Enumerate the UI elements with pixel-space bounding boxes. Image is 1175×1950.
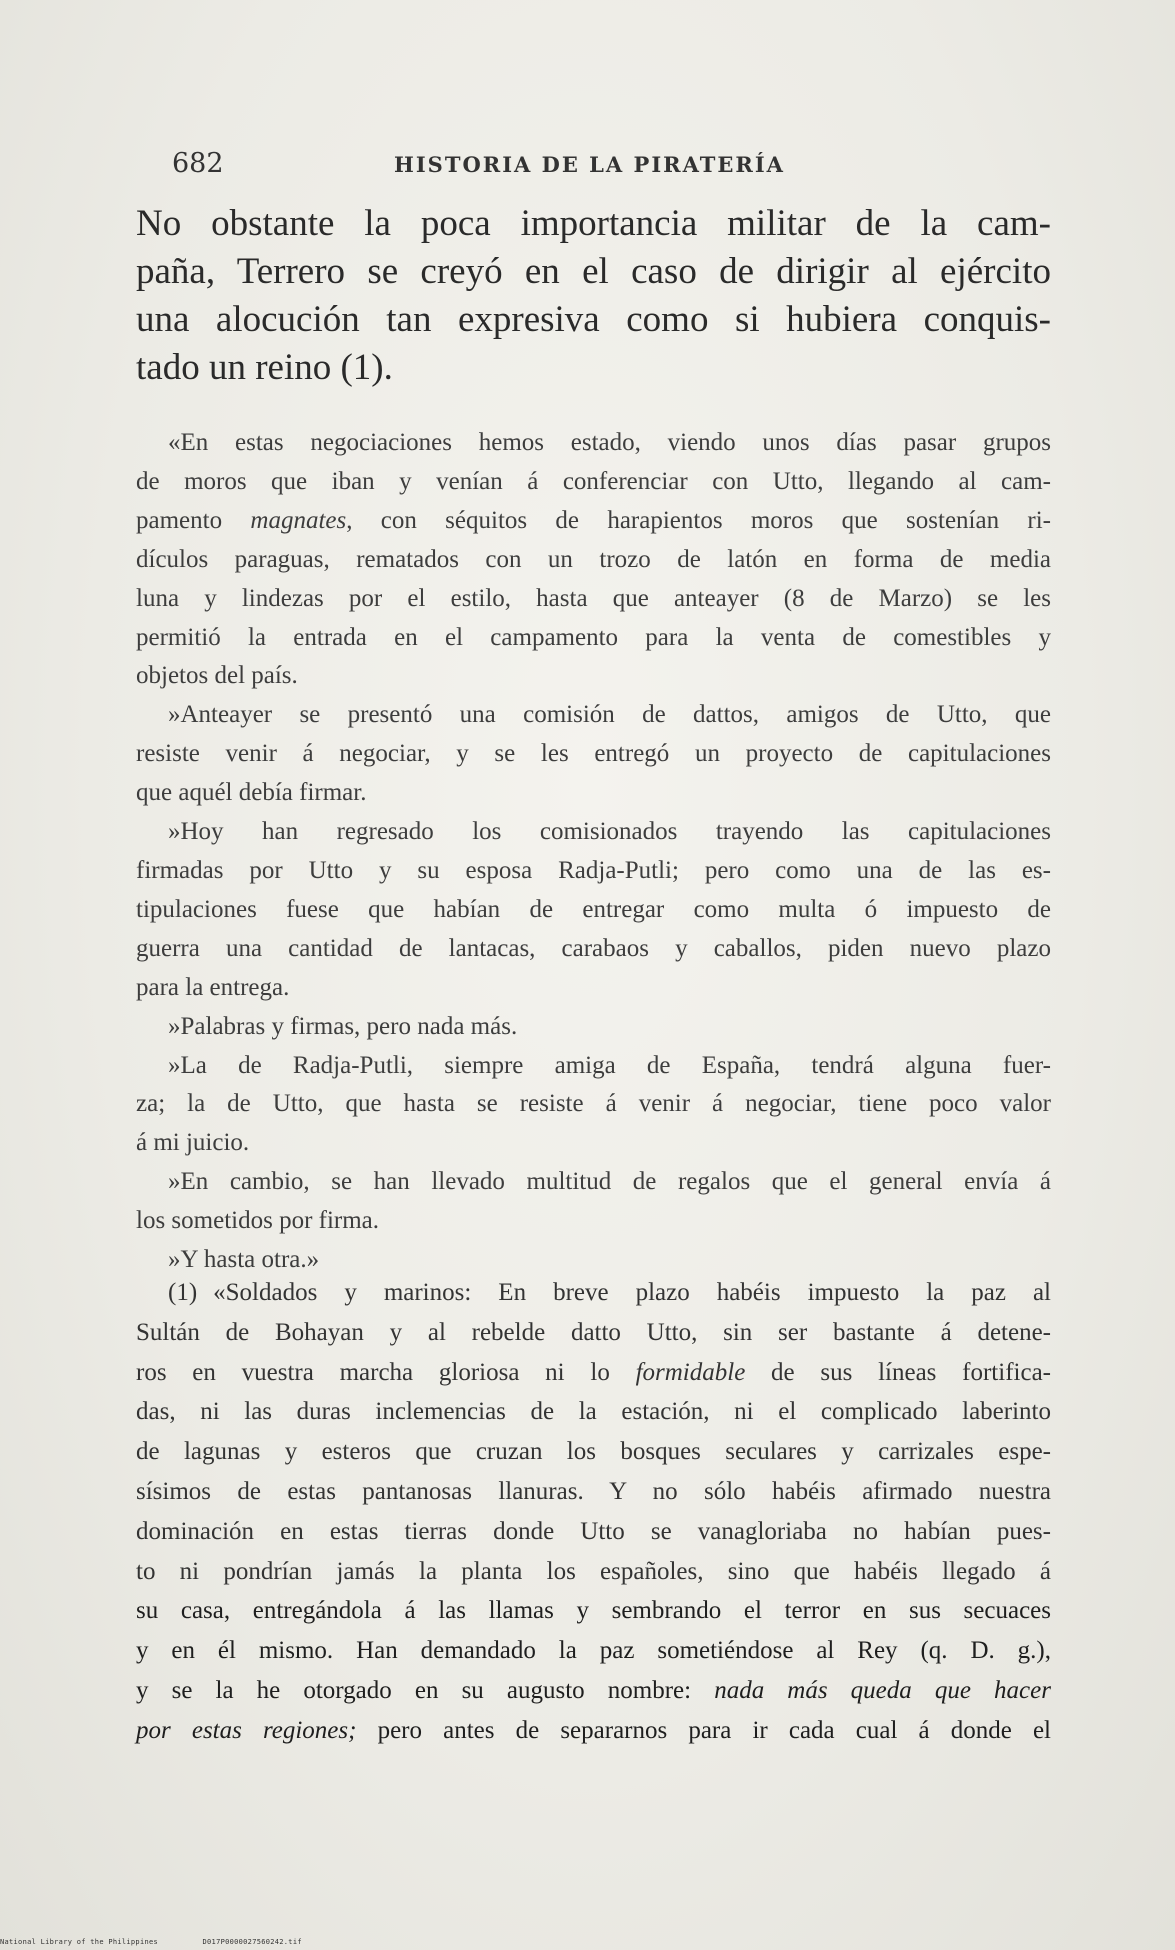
quote-line: »Palabras y firmas, pero nada más. — [168, 1012, 518, 1040]
footnote-line: ros en vuestra marcha gloriosa ni lo formidable de sus líneas fortifica- — [136, 1358, 1051, 1386]
italic-term: magnates — [250, 506, 347, 534]
italic-phrase: por estas regiones; — [136, 1716, 357, 1744]
footnote-line: to ni pondrían jamás la planta los españoles, sino que habéis llegado á — [136, 1557, 1051, 1585]
page-number: 682 — [172, 148, 224, 179]
quote-line: objetos del país. — [136, 662, 298, 690]
quote-line: »La de Radja-Putli, siempre amiga de España, tendrá alguna fuer- — [168, 1051, 1051, 1079]
italic-phrase: nada más queda que hacer — [714, 1676, 1051, 1704]
italic-term: formidable — [635, 1358, 746, 1386]
quote-line: luna y lindezas por el estilo, hasta que anteayer (8 de Marzo) se les — [136, 584, 1051, 612]
footnote-line: su casa, entregándola á las llamas y sembrando el terror en sus secuaces — [136, 1597, 1051, 1625]
page-header — [172, 148, 1052, 184]
intro-line: paña, Terrero se creyó en el caso de dirigir al ejército — [136, 251, 1051, 292]
quote-line: »En cambio, se han llevado multitud de regalos que el general envía á — [168, 1168, 1051, 1196]
quote-line: «En estas negociaciones hemos estado, viendo unos días pasar grupos — [168, 429, 1051, 456]
quote-line: los sometidos por firma. — [136, 1207, 380, 1235]
footnote-line: y en él mismo. Han demandado la paz sometiéndose al Rey (q. D. g.), — [136, 1637, 1051, 1665]
running-title: HISTORIA DE LA PIRATERÍA — [394, 152, 785, 177]
quote-line: permitió la entrada en el campamento para la venta de comestibles y — [136, 623, 1051, 651]
intro-line: una alocución tan expresiva como si hubiera conquis- — [136, 299, 1051, 340]
intro-line: No obstante la poca importancia militar de la cam- — [136, 203, 1051, 244]
quote-line: para la entrega. — [136, 973, 290, 1001]
quote-line: de moros que iban y venían á conferenciar con Utto, llegando al cam- — [136, 467, 1051, 495]
footnote-line: dominación en estas tierras donde Utto se vanagloriaba no habían pues- — [136, 1517, 1051, 1545]
footnote-line: Sultán de Bohayan y al rebelde datto Utto, sin ser bastante á detene- — [136, 1318, 1051, 1346]
intro-paragraph — [136, 200, 1051, 392]
quote-line: za; la de Utto, que hasta se resiste á venir á negociar, tiene poco valor — [136, 1090, 1051, 1118]
footnote-line: de lagunas y esteros que cruzan los bosques seculares y carrizales espe- — [136, 1438, 1051, 1466]
footnote-line: das, ni las duras inclemencias de la estación, ni el complicado laberinto — [136, 1398, 1051, 1426]
scan-imprint — [0, 1938, 1175, 1946]
footnote — [136, 1273, 1051, 1751]
quote-line: tipulaciones fuese que habían de entregar como multa ó impuesto de — [136, 895, 1051, 923]
footnote-line: sísimos de estas pantanosas llanuras. Y no sólo habéis afirmado nuestra — [136, 1477, 1051, 1505]
quote-line: »Hoy han regresado los comisionados trayendo las capitulaciones — [168, 818, 1051, 846]
intro-line: tado un reino (1). — [136, 347, 393, 388]
quote-line: resiste venir á negociar, y se les entregó un proyecto de capitulaciones — [136, 740, 1051, 768]
quote-line: pamento magnates, con séquitos de harapientos moros que sostenían ri- — [136, 506, 1051, 534]
library-name: National Library of the Philippines — [0, 1938, 159, 1946]
quoted-letter — [136, 424, 1051, 1280]
quote-line: que aquél debía firmar. — [136, 779, 367, 807]
quote-line: »Y hasta otra.» — [168, 1246, 320, 1274]
quote-line: firmadas por Utto y su esposa Radja-Putli; pero como una de las es- — [136, 856, 1051, 884]
quote-line: á mi juicio. — [136, 1129, 250, 1157]
footnote-line: por estas regiones; pero antes de separarnos para ir cada cual á donde el — [136, 1716, 1051, 1744]
quote-line: guerra una cantidad de lantacas, carabaos y caballos, piden nuevo plazo — [136, 934, 1051, 962]
footnote-line: (1) «Soldados y marinos: En breve plazo habéis impuesto la paz al — [168, 1279, 1051, 1306]
quote-line: dículos paraguas, rematados con un trozo de latón en forma de media — [136, 545, 1051, 573]
file-code: D017P0000027560242.tif — [202, 1938, 302, 1946]
footnote-mark: (1) — [168, 1279, 198, 1306]
quote-line: »Anteayer se presentó una comisión de dattos, amigos de Utto, que — [168, 701, 1051, 729]
footnote-line: y se la he otorgado en su augusto nombre: nada más queda que hacer — [136, 1676, 1051, 1704]
